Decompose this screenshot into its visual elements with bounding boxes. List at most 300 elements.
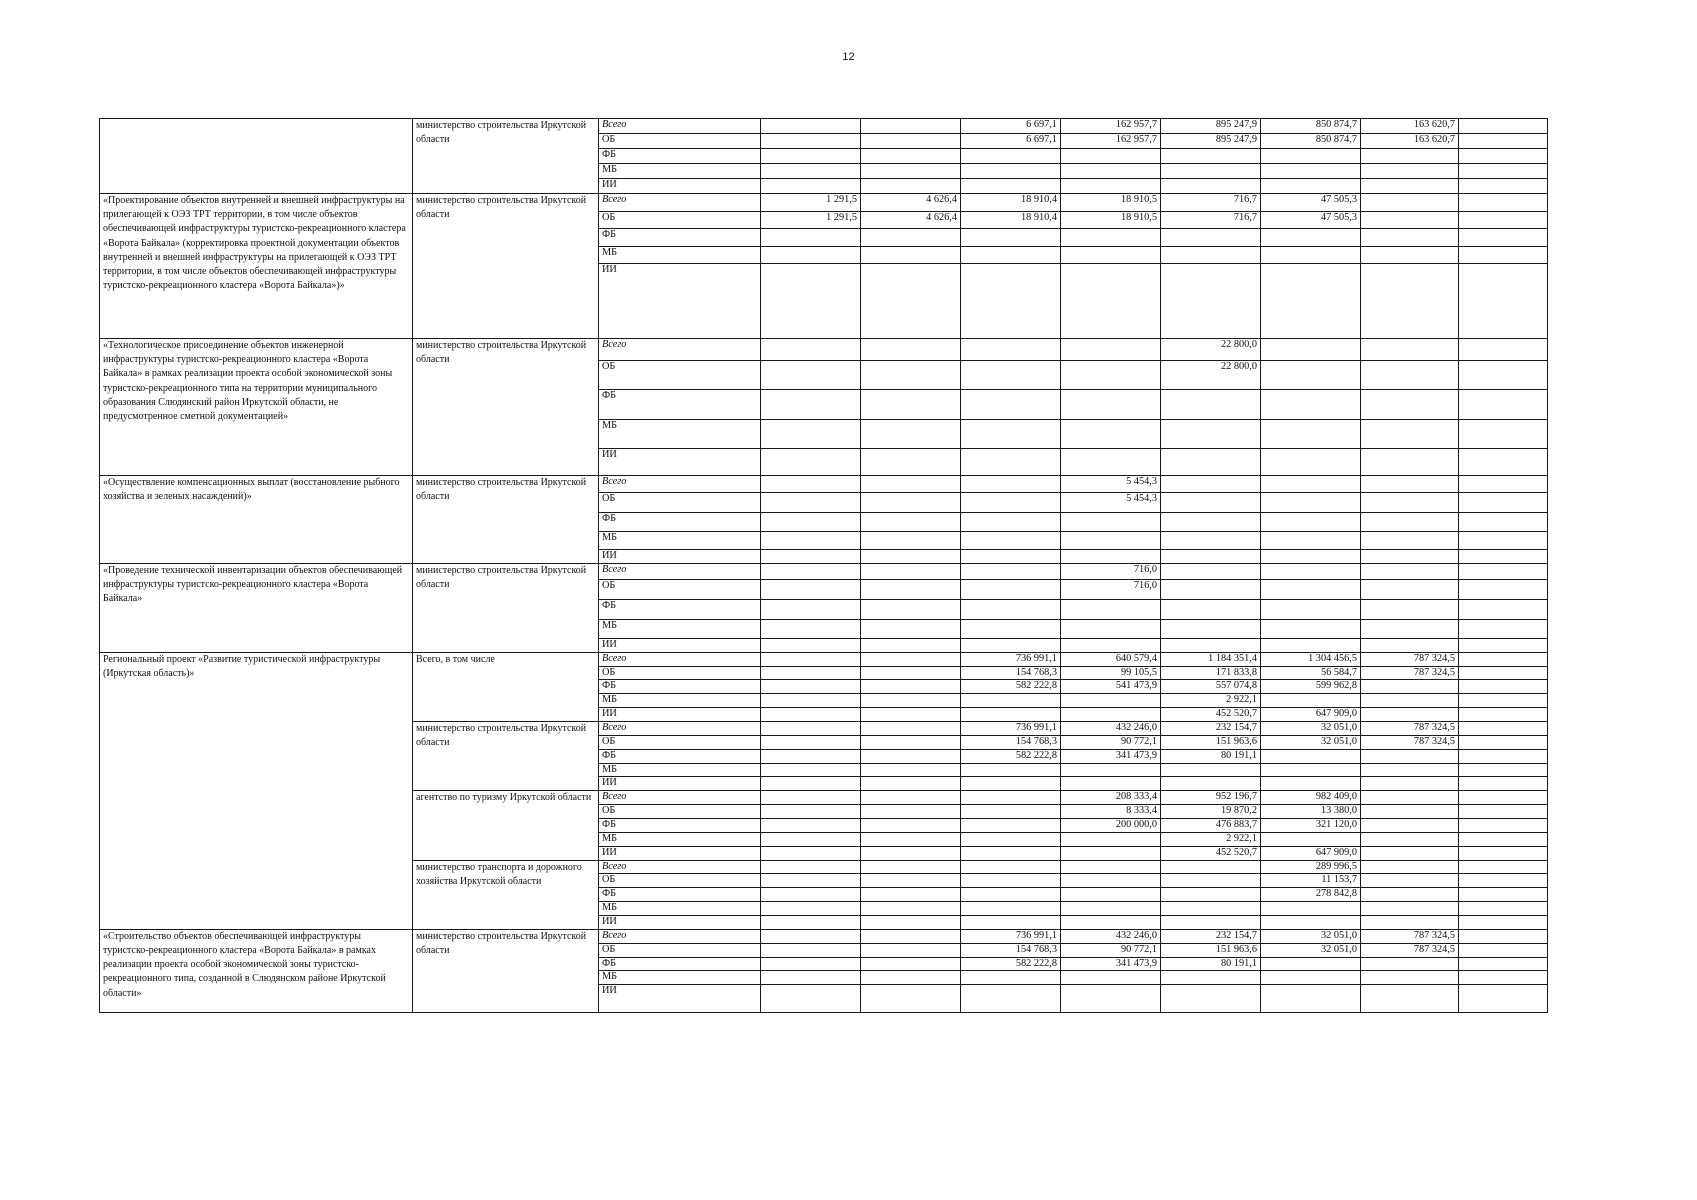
amount-cell [1459, 694, 1548, 708]
amount-cell [1161, 860, 1261, 874]
funding-source-cell: ОБ [599, 943, 761, 957]
amount-cell [1361, 957, 1459, 971]
amount-cell [1061, 449, 1161, 476]
amount-cell [961, 532, 1061, 550]
amount-cell: 716,7 [1161, 194, 1261, 212]
amount-cell [961, 390, 1061, 420]
amount-cell [761, 805, 861, 819]
amount-cell [1061, 513, 1161, 532]
funding-source-cell: МБ [599, 832, 761, 846]
amount-cell [1061, 420, 1161, 449]
amount-cell [1161, 763, 1261, 777]
amount-cell [861, 943, 961, 957]
amount-cell: 2 922,1 [1161, 694, 1261, 708]
amount-cell [1459, 513, 1548, 532]
amount-cell [1459, 971, 1548, 985]
amount-cell [761, 763, 861, 777]
amount-cell [1061, 708, 1161, 722]
amount-cell [961, 694, 1061, 708]
funding-source-cell: ФБ [599, 149, 761, 164]
amount-cell [1161, 874, 1261, 888]
page-number: 12 [842, 51, 855, 63]
funding-source-cell: ИИ [599, 449, 761, 476]
funding-source-cell: МБ [599, 763, 761, 777]
funding-source-cell: Всего [599, 652, 761, 666]
amount-cell [761, 708, 861, 722]
amount-cell [1061, 971, 1161, 985]
amount-cell [1261, 229, 1361, 247]
amount-cell [1261, 579, 1361, 599]
amount-cell: 432 246,0 [1061, 722, 1161, 736]
amount-cell [1361, 763, 1459, 777]
amount-cell [761, 916, 861, 930]
amount-cell [1161, 619, 1261, 638]
funding-source-cell: ФБ [599, 957, 761, 971]
amount-cell [861, 805, 961, 819]
amount-cell [1459, 194, 1548, 212]
amount-cell [1261, 476, 1361, 493]
amount-cell [961, 164, 1061, 179]
amount-cell [1161, 916, 1261, 930]
amount-cell [761, 449, 861, 476]
amount-cell [761, 888, 861, 902]
amount-cell [1361, 449, 1459, 476]
amount-cell [1161, 638, 1261, 652]
amount-cell [1459, 149, 1548, 164]
amount-cell [1261, 361, 1361, 390]
funding-source-cell: ИИ [599, 985, 761, 1013]
amount-cell [961, 476, 1061, 493]
amount-cell: 952 196,7 [1161, 791, 1261, 805]
amount-cell [1459, 390, 1548, 420]
amount-cell [1361, 493, 1459, 513]
executor-cell: Всего, в том числе [413, 652, 599, 721]
amount-cell [1061, 763, 1161, 777]
amount-cell [1459, 134, 1548, 149]
amount-cell [761, 361, 861, 390]
funding-source-cell: Всего [599, 339, 761, 361]
amount-cell [761, 819, 861, 833]
amount-cell: 32 051,0 [1261, 943, 1361, 957]
amount-cell [1261, 264, 1361, 339]
amount-cell [1161, 777, 1261, 791]
amount-cell [1459, 763, 1548, 777]
amount-cell [1459, 888, 1548, 902]
amount-cell [1261, 420, 1361, 449]
amount-cell [861, 916, 961, 930]
amount-cell [1261, 247, 1361, 264]
amount-cell [1261, 694, 1361, 708]
table-row [100, 652, 1548, 666]
amount-cell [861, 819, 961, 833]
amount-cell: 154 768,3 [961, 735, 1061, 749]
amount-cell [1061, 777, 1161, 791]
amount-cell [961, 563, 1061, 579]
amount-cell: 5 454,3 [1061, 476, 1161, 493]
amount-cell [861, 971, 961, 985]
amount-cell: 4 626,4 [861, 194, 961, 212]
amount-cell [1061, 694, 1161, 708]
funding-source-cell: ОБ [599, 134, 761, 149]
amount-cell [861, 763, 961, 777]
amount-cell: 6 697,1 [961, 119, 1061, 134]
amount-cell [861, 957, 961, 971]
amount-cell [861, 247, 961, 264]
amount-cell [961, 247, 1061, 264]
amount-cell [1161, 985, 1261, 1013]
amount-cell [1459, 599, 1548, 619]
amount-cell [1459, 638, 1548, 652]
amount-cell [1459, 832, 1548, 846]
amount-cell [861, 513, 961, 532]
funding-source-cell: ФБ [599, 390, 761, 420]
amount-cell [1459, 846, 1548, 860]
funding-source-cell: ИИ [599, 777, 761, 791]
amount-cell: 640 579,4 [1061, 652, 1161, 666]
amount-cell [1459, 532, 1548, 550]
amount-cell [1161, 420, 1261, 449]
amount-cell [761, 493, 861, 513]
amount-cell [761, 846, 861, 860]
amount-cell [1361, 532, 1459, 550]
amount-cell [761, 860, 861, 874]
amount-cell [861, 791, 961, 805]
amount-cell [1161, 579, 1261, 599]
amount-cell [1459, 819, 1548, 833]
amount-cell: 787 324,5 [1361, 735, 1459, 749]
amount-cell: 163 620,7 [1361, 119, 1459, 134]
amount-cell [1459, 680, 1548, 694]
amount-cell: 18 910,4 [961, 212, 1061, 229]
amount-cell [1261, 513, 1361, 532]
executor-cell: министерство строительства Иркутской области [413, 194, 599, 339]
amount-cell [1459, 550, 1548, 564]
amount-cell [861, 888, 961, 902]
amount-cell: 5 454,3 [1061, 493, 1161, 513]
funding-source-cell: МБ [599, 247, 761, 264]
amount-cell [761, 149, 861, 164]
activity-name-cell [100, 119, 413, 194]
amount-cell [1061, 179, 1161, 194]
amount-cell [861, 846, 961, 860]
amount-cell [961, 493, 1061, 513]
amount-cell [1161, 449, 1261, 476]
activity-name-cell: «Строительство объектов обеспечивающей инфраструктуры туристско-рекреационного кластера «Ворота Байкала» в рамках реализации проекта особой экономической зоны туристско-рекреационного типа, созданной в Слюдянском районе Иркутской области» [100, 929, 413, 1012]
amount-cell [761, 513, 861, 532]
amount-cell: 1 304 456,5 [1261, 652, 1361, 666]
amount-cell [861, 149, 961, 164]
amount-cell: 18 910,5 [1061, 194, 1161, 212]
funding-source-cell: ФБ [599, 819, 761, 833]
funding-source-cell: Всего [599, 119, 761, 134]
amount-cell [1261, 763, 1361, 777]
funding-source-cell: Всего [599, 563, 761, 579]
amount-cell [761, 164, 861, 179]
amount-cell [1361, 563, 1459, 579]
funding-source-cell: ОБ [599, 361, 761, 390]
amount-cell: 80 191,1 [1161, 957, 1261, 971]
amount-cell [961, 179, 1061, 194]
amount-cell [1161, 563, 1261, 579]
amount-cell [1161, 247, 1261, 264]
funding-source-cell: МБ [599, 971, 761, 985]
amount-cell [1161, 264, 1261, 339]
amount-cell: 1 291,5 [761, 194, 861, 212]
amount-cell [761, 971, 861, 985]
amount-cell [1361, 361, 1459, 390]
amount-cell [1061, 860, 1161, 874]
amount-cell [861, 229, 961, 247]
funding-source-cell: МБ [599, 420, 761, 449]
amount-cell [1361, 579, 1459, 599]
executor-cell: министерство строительства Иркутской области [413, 476, 599, 564]
amount-cell: 895 247,9 [1161, 119, 1261, 134]
amount-cell: 90 772,1 [1061, 735, 1161, 749]
amount-cell [1459, 264, 1548, 339]
amount-cell [1261, 985, 1361, 1013]
amount-cell [1361, 638, 1459, 652]
funding-source-cell: ФБ [599, 680, 761, 694]
amount-cell [961, 361, 1061, 390]
amount-cell [1459, 985, 1548, 1013]
amount-cell [1361, 985, 1459, 1013]
amount-cell [1459, 874, 1548, 888]
amount-cell: 32 051,0 [1261, 722, 1361, 736]
amount-cell [1361, 247, 1459, 264]
amount-cell [1361, 229, 1459, 247]
amount-cell: 208 333,4 [1061, 791, 1161, 805]
amount-cell [1161, 493, 1261, 513]
amount-cell [1161, 229, 1261, 247]
table-row [100, 563, 1548, 579]
activity-name-cell: «Проведение технической инвентаризации объектов обеспечивающей инфраструктуры туристско-рекреационного кластера «Ворота Байкала» [100, 563, 413, 652]
amount-cell [961, 619, 1061, 638]
funding-source-cell: ИИ [599, 846, 761, 860]
amount-cell [1161, 599, 1261, 619]
amount-cell [1361, 264, 1459, 339]
amount-cell [1459, 339, 1548, 361]
activity-name-cell: «Осуществление компенсационных выплат (восстановление рыбного хозяйства и зеленых насаждений)» [100, 476, 413, 564]
amount-cell: 341 473,9 [1061, 957, 1161, 971]
amount-cell [861, 929, 961, 943]
amount-cell [761, 134, 861, 149]
amount-cell: 200 000,0 [1061, 819, 1161, 833]
funding-source-cell: ОБ [599, 666, 761, 680]
amount-cell [861, 563, 961, 579]
table-row [100, 194, 1548, 212]
amount-cell [1459, 212, 1548, 229]
amount-cell [761, 476, 861, 493]
amount-cell [961, 846, 1061, 860]
amount-cell [1061, 264, 1161, 339]
amount-cell [961, 902, 1061, 916]
amount-cell [1261, 493, 1361, 513]
amount-cell [961, 985, 1061, 1013]
amount-cell [961, 579, 1061, 599]
funding-source-cell: Всего [599, 722, 761, 736]
amount-cell: 8 333,4 [1061, 805, 1161, 819]
amount-cell [1361, 846, 1459, 860]
amount-cell [1361, 149, 1459, 164]
amount-cell [1061, 902, 1161, 916]
amount-cell [861, 722, 961, 736]
amount-cell [861, 493, 961, 513]
amount-cell: 716,0 [1061, 563, 1161, 579]
amount-cell [961, 264, 1061, 339]
amount-cell [1061, 164, 1161, 179]
amount-cell [1459, 929, 1548, 943]
amount-cell [761, 390, 861, 420]
table-row [100, 929, 1548, 943]
amount-cell: 151 963,6 [1161, 735, 1261, 749]
table-row [100, 339, 1548, 361]
amount-cell [861, 550, 961, 564]
amount-cell [1061, 339, 1161, 361]
amount-cell: 787 324,5 [1361, 943, 1459, 957]
amount-cell: 341 473,9 [1061, 749, 1161, 763]
amount-cell: 56 584,7 [1261, 666, 1361, 680]
amount-cell [1361, 971, 1459, 985]
amount-cell [1061, 149, 1161, 164]
amount-cell [761, 957, 861, 971]
funding-source-cell: Всего [599, 476, 761, 493]
amount-cell [1261, 164, 1361, 179]
amount-cell: 22 800,0 [1161, 361, 1261, 390]
amount-cell [961, 874, 1061, 888]
amount-cell [1361, 680, 1459, 694]
amount-cell [961, 791, 1061, 805]
amount-cell [1361, 805, 1459, 819]
amount-cell [1061, 874, 1161, 888]
amount-cell [1361, 791, 1459, 805]
amount-cell [861, 420, 961, 449]
amount-cell [1361, 550, 1459, 564]
amount-cell: 787 324,5 [1361, 722, 1459, 736]
activity-name-cell: Региональный проект «Развитие туристической инфраструктуры (Иркутская область)» [100, 652, 413, 929]
amount-cell: 19 870,2 [1161, 805, 1261, 819]
funding-source-cell: МБ [599, 694, 761, 708]
amount-cell [1261, 971, 1361, 985]
amount-cell [1261, 916, 1361, 930]
amount-cell [1361, 390, 1459, 420]
amount-cell [761, 420, 861, 449]
amount-cell: 716,0 [1061, 579, 1161, 599]
amount-cell [1361, 194, 1459, 212]
amount-cell [1061, 390, 1161, 420]
amount-cell: 11 153,7 [1261, 874, 1361, 888]
amount-cell: 162 957,7 [1061, 134, 1161, 149]
funding-source-cell: МБ [599, 902, 761, 916]
budget-table-body [100, 119, 1548, 1013]
amount-cell [1459, 722, 1548, 736]
amount-cell [861, 390, 961, 420]
amount-cell [1161, 971, 1261, 985]
funding-source-cell: ОБ [599, 874, 761, 888]
amount-cell [1361, 708, 1459, 722]
amount-cell [1459, 943, 1548, 957]
amount-cell: 647 909,0 [1261, 846, 1361, 860]
amount-cell [961, 819, 1061, 833]
amount-cell [861, 985, 961, 1013]
amount-cell: 99 105,5 [1061, 666, 1161, 680]
funding-source-cell: ОБ [599, 735, 761, 749]
amount-cell [761, 619, 861, 638]
amount-cell [1261, 532, 1361, 550]
amount-cell [1061, 550, 1161, 564]
amount-cell: 4 626,4 [861, 212, 961, 229]
amount-cell: 895 247,9 [1161, 134, 1261, 149]
amount-cell: 736 991,1 [961, 929, 1061, 943]
amount-cell: 582 222,8 [961, 749, 1061, 763]
funding-source-cell: МБ [599, 619, 761, 638]
amount-cell [1061, 832, 1161, 846]
amount-cell: 154 768,3 [961, 943, 1061, 957]
amount-cell: 151 963,6 [1161, 943, 1261, 957]
amount-cell [1459, 179, 1548, 194]
amount-cell: 787 324,5 [1361, 929, 1459, 943]
amount-cell [961, 777, 1061, 791]
amount-cell [1161, 888, 1261, 902]
amount-cell [961, 599, 1061, 619]
amount-cell [1061, 846, 1161, 860]
amount-cell [761, 652, 861, 666]
amount-cell [1459, 805, 1548, 819]
amount-cell [861, 579, 961, 599]
amount-cell [861, 860, 961, 874]
amount-cell [861, 476, 961, 493]
amount-cell: 736 991,1 [961, 652, 1061, 666]
amount-cell [861, 694, 961, 708]
amount-cell [861, 599, 961, 619]
amount-cell [761, 680, 861, 694]
amount-cell [961, 916, 1061, 930]
amount-cell [761, 264, 861, 339]
amount-cell: 22 800,0 [1161, 339, 1261, 361]
amount-cell [761, 874, 861, 888]
amount-cell [861, 361, 961, 390]
amount-cell [1261, 619, 1361, 638]
amount-cell [1061, 619, 1161, 638]
amount-cell: 432 246,0 [1061, 929, 1161, 943]
amount-cell [1361, 860, 1459, 874]
amount-cell: 321 120,0 [1261, 819, 1361, 833]
amount-cell: 18 910,4 [961, 194, 1061, 212]
funding-source-cell: ФБ [599, 513, 761, 532]
amount-cell [861, 619, 961, 638]
amount-cell [1161, 390, 1261, 420]
amount-cell [761, 119, 861, 134]
amount-cell [1459, 666, 1548, 680]
amount-cell [1459, 476, 1548, 493]
amount-cell [1361, 212, 1459, 229]
funding-source-cell: МБ [599, 164, 761, 179]
amount-cell [761, 943, 861, 957]
amount-cell: 6 697,1 [961, 134, 1061, 149]
amount-cell [1061, 888, 1161, 902]
amount-cell: 154 768,3 [961, 666, 1061, 680]
amount-cell [1161, 513, 1261, 532]
amount-cell [861, 652, 961, 666]
amount-cell [761, 694, 861, 708]
amount-cell [1061, 532, 1161, 550]
funding-source-cell: ФБ [599, 888, 761, 902]
amount-cell: 47 505,3 [1261, 212, 1361, 229]
amount-cell [861, 874, 961, 888]
amount-cell [1061, 247, 1161, 264]
funding-source-cell: ИИ [599, 708, 761, 722]
amount-cell [1261, 179, 1361, 194]
amount-cell [761, 929, 861, 943]
